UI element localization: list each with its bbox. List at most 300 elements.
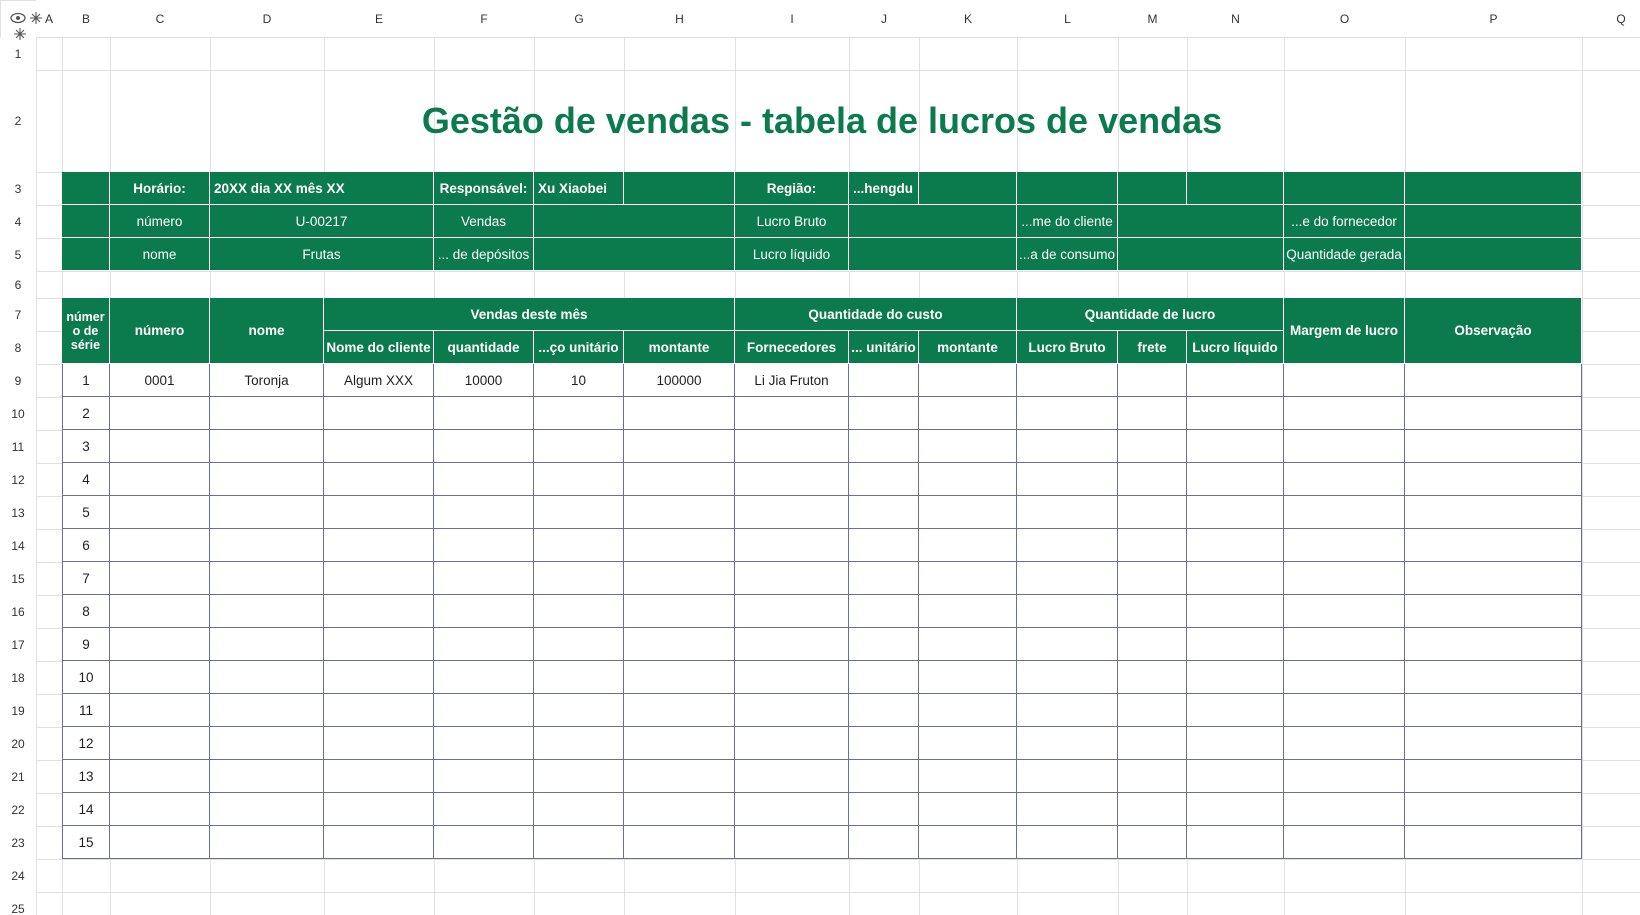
table-cell-fornecedor[interactable]: Li Jia Fruton (735, 364, 849, 397)
table-cell[interactable] (1405, 760, 1582, 793)
info-r3-blank[interactable] (1187, 172, 1284, 205)
table-cell-preco[interactable] (534, 529, 624, 562)
row-header-9[interactable]: 9 (0, 364, 36, 397)
numero-label[interactable]: número (110, 205, 210, 238)
table-cell-nome[interactable] (210, 529, 324, 562)
table-cell-numero[interactable] (110, 562, 210, 595)
lucro-bruto-value[interactable] (849, 205, 1017, 238)
table-cell[interactable] (1187, 529, 1284, 562)
info-r3-b[interactable] (62, 172, 110, 205)
table-cell[interactable] (1405, 661, 1582, 694)
header-quantidade[interactable]: quantidade (434, 331, 534, 364)
lucro-liquido-value[interactable] (849, 238, 1017, 271)
nome-label[interactable]: nome (110, 238, 210, 271)
column-header-A[interactable]: A (36, 0, 62, 37)
table-cell-montante[interactable] (624, 694, 735, 727)
depositos-label[interactable]: ... de depósitos (434, 238, 534, 271)
column-header-D[interactable]: D (210, 0, 324, 37)
table-cell-preco[interactable] (534, 496, 624, 529)
row-header-4[interactable]: 4 (0, 205, 36, 238)
row-header-5[interactable]: 5 (0, 238, 36, 271)
row-header-18[interactable]: 18 (0, 661, 36, 694)
header-serie[interactable]: númer o de série (62, 298, 110, 364)
table-cell-numero[interactable] (110, 760, 210, 793)
column-header-F[interactable]: F (434, 0, 534, 37)
table-cell[interactable] (849, 661, 919, 694)
table-cell-numero[interactable] (110, 727, 210, 760)
header-vendas-mes[interactable]: Vendas deste mês (324, 298, 735, 331)
table-cell-nome[interactable] (210, 430, 324, 463)
table-cell[interactable] (1118, 430, 1187, 463)
consumo-label[interactable]: ...a de consumo (1017, 238, 1118, 271)
table-cell-quantidade[interactable] (434, 694, 534, 727)
table-cell-numero[interactable] (110, 793, 210, 826)
table-row-serie[interactable]: 7 (62, 562, 110, 595)
table-row-serie[interactable]: 9 (62, 628, 110, 661)
info-r3-blank[interactable] (1284, 172, 1405, 205)
table-cell-preco[interactable] (534, 661, 624, 694)
table-cell-cliente[interactable] (324, 826, 434, 859)
column-header-M[interactable]: M (1118, 0, 1187, 37)
table-cell-numero[interactable] (110, 661, 210, 694)
table-cell[interactable] (1405, 430, 1582, 463)
header-nome[interactable]: nome (210, 298, 324, 364)
table-cell[interactable] (1187, 661, 1284, 694)
header-frete[interactable]: frete (1118, 331, 1187, 364)
table-cell-quantidade[interactable] (434, 826, 534, 859)
table-cell[interactable] (919, 661, 1017, 694)
table-cell[interactable] (1017, 430, 1118, 463)
table-cell-numero[interactable] (110, 826, 210, 859)
table-cell-nome[interactable] (210, 628, 324, 661)
column-header-P[interactable]: P (1405, 0, 1582, 37)
cliente-value[interactable] (1118, 205, 1284, 238)
table-cell[interactable] (1118, 793, 1187, 826)
table-cell-nome[interactable] (210, 661, 324, 694)
table-cell-fornecedor[interactable] (735, 562, 849, 595)
responsavel-label[interactable]: Responsável: (434, 172, 534, 205)
table-cell[interactable] (849, 463, 919, 496)
table-cell-preco[interactable]: 10 (534, 364, 624, 397)
table-cell-montante[interactable] (624, 430, 735, 463)
table-row-serie[interactable]: 2 (62, 397, 110, 430)
info-r3-blank[interactable] (1017, 172, 1118, 205)
table-cell[interactable] (1187, 694, 1284, 727)
table-cell[interactable] (1187, 397, 1284, 430)
table-cell-quantidade[interactable] (434, 793, 534, 826)
table-cell[interactable] (1118, 727, 1187, 760)
table-cell[interactable] (919, 793, 1017, 826)
table-row-serie[interactable]: 11 (62, 694, 110, 727)
row-header-8[interactable]: 8 (0, 331, 36, 364)
table-cell[interactable] (1017, 760, 1118, 793)
table-cell[interactable] (1187, 628, 1284, 661)
consumo-value[interactable] (1118, 238, 1284, 271)
table-cell-numero[interactable] (110, 628, 210, 661)
column-header-E[interactable]: E (324, 0, 434, 37)
table-cell-fornecedor[interactable] (735, 760, 849, 793)
table-cell-nome[interactable] (210, 826, 324, 859)
table-cell[interactable] (1118, 661, 1187, 694)
table-cell[interactable] (849, 826, 919, 859)
table-cell-montante[interactable] (624, 826, 735, 859)
table-cell-preco[interactable] (534, 628, 624, 661)
freeze-icon[interactable] (28, 10, 44, 26)
table-cell[interactable] (1284, 496, 1405, 529)
table-cell-montante[interactable] (624, 661, 735, 694)
table-cell[interactable] (1284, 430, 1405, 463)
table-cell[interactable] (919, 727, 1017, 760)
table-cell[interactable] (919, 397, 1017, 430)
row-header-2[interactable]: 2 (0, 70, 36, 172)
table-cell-fornecedor[interactable] (735, 496, 849, 529)
table-cell[interactable] (1017, 529, 1118, 562)
table-cell-quantidade[interactable] (434, 562, 534, 595)
row-header-23[interactable]: 23 (0, 826, 36, 859)
table-cell[interactable] (1284, 397, 1405, 430)
qtd-gerada-label[interactable]: Quantidade gerada (1284, 238, 1405, 271)
table-row-serie[interactable]: 5 (62, 496, 110, 529)
table-row-serie[interactable]: 13 (62, 760, 110, 793)
table-cell-quantidade[interactable] (434, 430, 534, 463)
row-header-6[interactable]: 6 (0, 271, 36, 298)
table-cell[interactable] (1017, 793, 1118, 826)
row-header-20[interactable]: 20 (0, 727, 36, 760)
table-cell[interactable] (1118, 826, 1187, 859)
table-cell[interactable] (849, 595, 919, 628)
table-cell[interactable] (1284, 364, 1405, 397)
row-header-17[interactable]: 17 (0, 628, 36, 661)
table-cell[interactable] (1118, 628, 1187, 661)
header-fornecedores[interactable]: Fornecedores (735, 331, 849, 364)
table-cell-nome[interactable] (210, 760, 324, 793)
table-cell[interactable] (919, 694, 1017, 727)
depositos-value[interactable] (534, 238, 735, 271)
table-cell-fornecedor[interactable] (735, 694, 849, 727)
table-cell-montante[interactable] (624, 397, 735, 430)
table-cell-quantidade[interactable] (434, 463, 534, 496)
table-cell[interactable] (1405, 364, 1582, 397)
table-cell[interactable] (1284, 529, 1405, 562)
column-header-N[interactable]: N (1187, 0, 1284, 37)
table-cell-nome[interactable] (210, 727, 324, 760)
table-cell-fornecedor[interactable] (735, 430, 849, 463)
table-cell[interactable] (1118, 694, 1187, 727)
table-cell[interactable] (1017, 364, 1118, 397)
row-header-13[interactable]: 13 (0, 496, 36, 529)
table-cell-cliente[interactable] (324, 760, 434, 793)
table-cell[interactable] (1405, 562, 1582, 595)
info-r3-h[interactable] (624, 172, 735, 205)
table-cell-numero[interactable] (110, 463, 210, 496)
qtd-gerada-value[interactable] (1405, 238, 1582, 271)
table-row-serie[interactable]: 8 (62, 595, 110, 628)
row-header-14[interactable]: 14 (0, 529, 36, 562)
table-cell[interactable] (919, 562, 1017, 595)
table-cell[interactable] (1284, 628, 1405, 661)
table-cell[interactable] (1187, 562, 1284, 595)
row-header-12[interactable]: 12 (0, 463, 36, 496)
table-cell[interactable] (1017, 397, 1118, 430)
table-cell-cliente[interactable] (324, 793, 434, 826)
table-cell[interactable] (1118, 562, 1187, 595)
table-cell[interactable] (1187, 727, 1284, 760)
table-cell[interactable] (1284, 760, 1405, 793)
table-cell-cliente[interactable] (324, 628, 434, 661)
table-cell[interactable] (1017, 694, 1118, 727)
row-header-15[interactable]: 15 (0, 562, 36, 595)
table-cell[interactable] (849, 760, 919, 793)
row-header-19[interactable]: 19 (0, 694, 36, 727)
header-preco-unitario[interactable]: ...ço unitário (534, 331, 624, 364)
table-cell-fornecedor[interactable] (735, 628, 849, 661)
table-cell-preco[interactable] (534, 562, 624, 595)
header-margem[interactable]: Margem de lucro (1284, 298, 1405, 364)
table-cell[interactable] (849, 694, 919, 727)
table-cell[interactable] (1017, 826, 1118, 859)
row-header-11[interactable]: 11 (0, 430, 36, 463)
cliente-label[interactable]: ...me do cliente (1017, 205, 1118, 238)
table-cell-montante[interactable] (624, 760, 735, 793)
table-cell-montante[interactable]: 100000 (624, 364, 735, 397)
column-header-L[interactable]: L (1017, 0, 1118, 37)
table-cell-cliente[interactable] (324, 397, 434, 430)
table-cell[interactable] (1017, 661, 1118, 694)
row-header-7[interactable]: 7 (0, 298, 36, 331)
table-cell[interactable] (1187, 793, 1284, 826)
column-header-O[interactable]: O (1284, 0, 1405, 37)
nome-value[interactable]: Frutas (210, 238, 434, 271)
row-header-22[interactable]: 22 (0, 793, 36, 826)
table-cell-quantidade[interactable] (434, 397, 534, 430)
table-cell[interactable] (1405, 463, 1582, 496)
table-cell[interactable] (1187, 760, 1284, 793)
table-cell-montante[interactable] (624, 595, 735, 628)
header-montante[interactable]: montante (624, 331, 735, 364)
info-r3-blank[interactable] (919, 172, 1017, 205)
table-cell-quantidade[interactable] (434, 496, 534, 529)
table-cell[interactable] (919, 430, 1017, 463)
table-cell-cliente[interactable] (324, 595, 434, 628)
table-cell-nome[interactable]: Toronja (210, 364, 324, 397)
table-cell[interactable] (1017, 463, 1118, 496)
table-cell[interactable] (1284, 661, 1405, 694)
lucro-liquido-label[interactable]: Lucro líquido (735, 238, 849, 271)
table-cell[interactable] (1405, 826, 1582, 859)
responsavel-value[interactable]: Xu Xiaobei (534, 172, 624, 205)
header-qtd-lucro[interactable]: Quantidade de lucro (1017, 298, 1284, 331)
info-r3-blank[interactable] (1118, 172, 1187, 205)
table-cell[interactable] (1118, 595, 1187, 628)
table-cell[interactable] (919, 529, 1017, 562)
table-cell[interactable] (1405, 496, 1582, 529)
info-r3-blank[interactable] (1405, 172, 1582, 205)
table-cell-nome[interactable] (210, 463, 324, 496)
table-row-serie[interactable]: 10 (62, 661, 110, 694)
table-cell[interactable] (1405, 529, 1582, 562)
table-cell[interactable] (1118, 463, 1187, 496)
header-numero[interactable]: número (110, 298, 210, 364)
table-cell-numero[interactable]: 0001 (110, 364, 210, 397)
info-r4-b[interactable] (62, 205, 110, 238)
row-header-24[interactable]: 24 (0, 859, 36, 892)
header-unitario[interactable]: ... unitário (849, 331, 919, 364)
table-cell-preco[interactable] (534, 430, 624, 463)
table-cell[interactable] (1284, 694, 1405, 727)
table-cell[interactable] (919, 496, 1017, 529)
table-cell[interactable] (919, 595, 1017, 628)
table-cell-nome[interactable] (210, 793, 324, 826)
table-cell[interactable] (919, 826, 1017, 859)
fornecedor-value[interactable] (1405, 205, 1582, 238)
horario-label[interactable]: Horário: (110, 172, 210, 205)
fornecedor-label[interactable]: ...e do fornecedor (1284, 205, 1405, 238)
table-cell-fornecedor[interactable] (735, 595, 849, 628)
table-cell[interactable] (1405, 628, 1582, 661)
column-header-H[interactable]: H (624, 0, 735, 37)
table-cell-montante[interactable] (624, 628, 735, 661)
table-cell[interactable] (1405, 793, 1582, 826)
table-cell-nome[interactable] (210, 397, 324, 430)
table-cell-montante[interactable] (624, 562, 735, 595)
table-cell-quantidade[interactable] (434, 529, 534, 562)
table-cell[interactable] (849, 496, 919, 529)
column-header-Q[interactable]: Q (1582, 0, 1640, 37)
table-cell-quantidade[interactable]: 10000 (434, 364, 534, 397)
table-cell-cliente[interactable] (324, 694, 434, 727)
table-cell-preco[interactable] (534, 397, 624, 430)
table-cell[interactable] (849, 397, 919, 430)
table-cell[interactable] (919, 628, 1017, 661)
row-header-21[interactable]: 21 (0, 760, 36, 793)
table-cell[interactable] (849, 628, 919, 661)
table-cell-nome[interactable] (210, 595, 324, 628)
table-cell[interactable] (1187, 496, 1284, 529)
table-cell-cliente[interactable] (324, 529, 434, 562)
row-header-25[interactable]: 25 (0, 892, 36, 915)
table-cell-cliente[interactable] (324, 463, 434, 496)
table-cell-preco[interactable] (534, 595, 624, 628)
header-observacao[interactable]: Observação (1405, 298, 1582, 364)
table-cell[interactable] (1017, 595, 1118, 628)
table-cell[interactable] (1118, 364, 1187, 397)
table-cell[interactable] (1284, 562, 1405, 595)
table-cell-preco[interactable] (534, 463, 624, 496)
table-cell[interactable] (849, 793, 919, 826)
table-cell[interactable] (1405, 595, 1582, 628)
table-cell[interactable] (1187, 595, 1284, 628)
table-cell-preco[interactable] (534, 727, 624, 760)
regiao-value[interactable]: ...hengdu (849, 172, 919, 205)
table-cell-fornecedor[interactable] (735, 529, 849, 562)
table-cell-cliente[interactable] (324, 661, 434, 694)
column-header-I[interactable]: I (735, 0, 849, 37)
table-cell-cliente[interactable] (324, 727, 434, 760)
table-cell-numero[interactable] (110, 496, 210, 529)
column-header-G[interactable]: G (534, 0, 624, 37)
table-cell-quantidade[interactable] (434, 628, 534, 661)
row-header-1[interactable]: 1 (0, 37, 36, 70)
table-cell-cliente[interactable] (324, 430, 434, 463)
column-header-C[interactable]: C (110, 0, 210, 37)
table-cell-fornecedor[interactable] (735, 463, 849, 496)
table-row-serie[interactable]: 4 (62, 463, 110, 496)
table-cell[interactable] (1284, 595, 1405, 628)
table-cell[interactable] (1118, 496, 1187, 529)
header-lucro-liquido[interactable]: Lucro líquido (1187, 331, 1284, 364)
table-cell-numero[interactable] (110, 430, 210, 463)
header-qtd-custo[interactable]: Quantidade do custo (735, 298, 1017, 331)
table-cell[interactable] (1284, 793, 1405, 826)
row-header-10[interactable]: 10 (0, 397, 36, 430)
table-cell-nome[interactable] (210, 562, 324, 595)
table-cell-quantidade[interactable] (434, 760, 534, 793)
table-cell-preco[interactable] (534, 694, 624, 727)
table-cell[interactable] (1017, 496, 1118, 529)
table-cell-fornecedor[interactable] (735, 826, 849, 859)
row-header-16[interactable]: 16 (0, 595, 36, 628)
table-cell[interactable] (1118, 397, 1187, 430)
table-cell-cliente[interactable] (324, 562, 434, 595)
table-cell[interactable] (849, 562, 919, 595)
table-cell[interactable] (1187, 364, 1284, 397)
table-cell[interactable] (1187, 826, 1284, 859)
table-cell-preco[interactable] (534, 760, 624, 793)
table-cell-cliente[interactable]: Algum XXX (324, 364, 434, 397)
table-cell[interactable] (1118, 760, 1187, 793)
sort-icon[interactable] (12, 26, 28, 42)
horario-value[interactable]: 20XX dia XX mês XX (210, 172, 434, 205)
table-cell-preco[interactable] (534, 826, 624, 859)
lucro-bruto-label[interactable]: Lucro Bruto (735, 205, 849, 238)
table-row-serie[interactable]: 1 (62, 364, 110, 397)
table-cell-numero[interactable] (110, 694, 210, 727)
table-cell-fornecedor[interactable] (735, 397, 849, 430)
header-nome-cliente[interactable]: Nome do cliente (324, 331, 434, 364)
table-cell-fornecedor[interactable] (735, 793, 849, 826)
column-header-K[interactable]: K (919, 0, 1017, 37)
table-cell-montante[interactable] (624, 529, 735, 562)
table-cell[interactable] (1405, 397, 1582, 430)
numero-value[interactable]: U-00217 (210, 205, 434, 238)
header-montante-custo[interactable]: montante (919, 331, 1017, 364)
table-row-serie[interactable]: 14 (62, 793, 110, 826)
table-cell[interactable] (919, 364, 1017, 397)
table-cell-preco[interactable] (534, 793, 624, 826)
info-r5-b[interactable] (62, 238, 110, 271)
table-cell[interactable] (1405, 694, 1582, 727)
table-row-serie[interactable]: 3 (62, 430, 110, 463)
table-cell-fornecedor[interactable] (735, 661, 849, 694)
table-cell-numero[interactable] (110, 595, 210, 628)
table-cell[interactable] (849, 529, 919, 562)
table-cell[interactable] (1118, 529, 1187, 562)
table-cell-numero[interactable] (110, 397, 210, 430)
table-cell-fornecedor[interactable] (735, 727, 849, 760)
table-cell-nome[interactable] (210, 496, 324, 529)
regiao-label[interactable]: Região: (735, 172, 849, 205)
table-cell[interactable] (1187, 430, 1284, 463)
table-cell[interactable] (1017, 628, 1118, 661)
table-cell[interactable] (849, 364, 919, 397)
vendas-value[interactable] (534, 205, 735, 238)
table-row-serie[interactable]: 12 (62, 727, 110, 760)
table-cell-montante[interactable] (624, 463, 735, 496)
table-row-serie[interactable]: 6 (62, 529, 110, 562)
table-cell[interactable] (919, 463, 1017, 496)
table-cell-cliente[interactable] (324, 496, 434, 529)
column-header-J[interactable]: J (849, 0, 919, 37)
